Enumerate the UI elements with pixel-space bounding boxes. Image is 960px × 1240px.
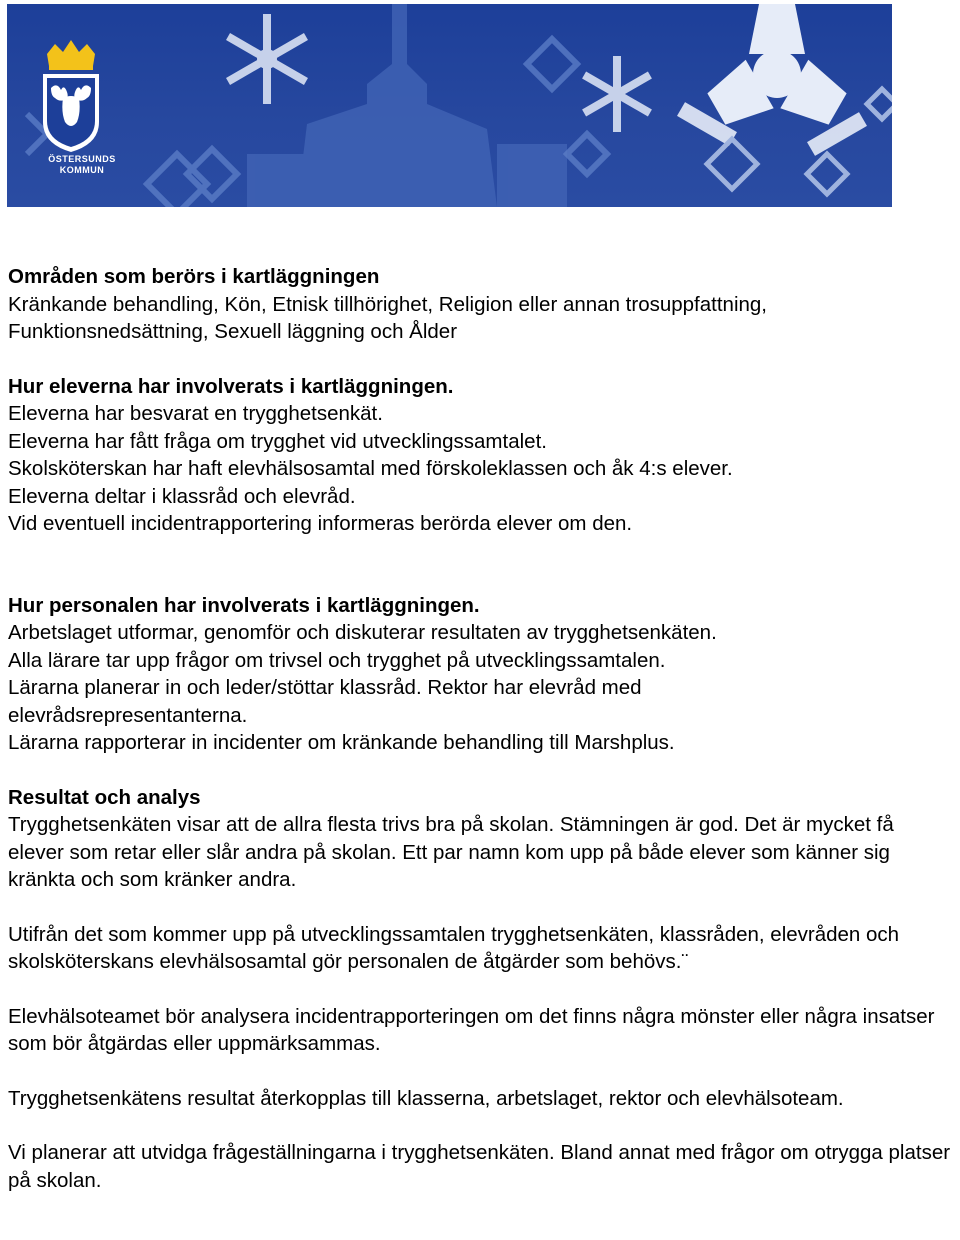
- results-paragraph: Trygghetsenkäten visar att de allra flesta trivs bra på skolan. Stämningen är god. Det är mycket få elever som retar eller slår andra på skolan. Ett par namn kom upp på både elever som känner sig kränkta och som kränker andra.: [8, 813, 894, 891]
- coat-of-arms-icon: [43, 40, 99, 152]
- results-paragraph: Vi planerar att utvidga frågeställningarna i trygghetsenkäten. Bland annat med frågor om otrygga platser på skolan.: [8, 1141, 951, 1192]
- areas-line: Funktionsnedsättning, Sexuell läggning och Ålder: [8, 320, 458, 343]
- section-heading-results: Resultat och analys: [8, 785, 201, 809]
- municipality-name-line1: ÖSTERSUNDS: [48, 154, 116, 164]
- students-line: Eleverna deltar i klassråd och elevråd.: [8, 484, 356, 508]
- areas-line: Kränkande behandling, Kön, Etnisk tillhörighet, Religion eller annan trosuppfattning,: [8, 292, 768, 316]
- staff-line: Alla lärare tar upp frågor om trivsel och trygghet på utvecklingssamtalen.: [8, 648, 666, 672]
- document-body: [8, 263, 953, 1194]
- staff-line: elevrådsrepresentanterna.: [8, 703, 248, 727]
- section-heading-staff: Hur personalen har involverats i kartläggningen.: [8, 593, 480, 617]
- students-line: Eleverna har fått fråga om trygghet vid utvecklingssamtalet.: [8, 429, 547, 453]
- municipality-name: [43, 154, 121, 176]
- staff-line: Lärarna rapporterar in incidenter om kränkande behandling till Marshplus.: [8, 731, 675, 754]
- results-paragraph: Elevhälsoteamet bör analysera incidentrapporteringen om det finns några mönster eller några insatser som bör åtgärdas eller uppmärksammas.: [8, 1004, 935, 1055]
- municipality-name-line2: KOMMUN: [59, 165, 105, 175]
- staff-line: Arbetslaget utformar, genomför och diskuterar resultaten av trygghetsenkäten.: [8, 621, 717, 644]
- results-paragraph: Utifrån det som kommer upp på utvecklingssamtalen trygghetsenkäten, klassråden, elevråden och skolsköterskans elevhälsosamtal gör personalen de åtgärder som behövs.¨: [8, 922, 900, 973]
- section-heading-students: Hur eleverna har involverats i kartläggningen.: [8, 374, 454, 398]
- results-paragraph: Trygghetsenkätens resultat återkopplas till klasserna, arbetslaget, rektor och elevhälsoteam.: [8, 1086, 844, 1110]
- students-line: Vid eventuell incidentrapportering informeras berörda elever om den.: [8, 512, 633, 535]
- snowflake-pattern-graphic: [7, 4, 892, 207]
- section-heading-areas: Områden som berörs i kartläggningen: [8, 265, 380, 288]
- header-banner: [7, 4, 892, 207]
- students-line: Skolsköterskan har haft elevhälsosamtal med förskoleklassen och åk 4:s elever.: [8, 457, 733, 480]
- students-line: Eleverna har besvarat en trygghetsenkät.: [8, 402, 383, 425]
- staff-line: Lärarna planerar in och leder/stöttar klassråd. Rektor har elevråd med: [8, 676, 642, 699]
